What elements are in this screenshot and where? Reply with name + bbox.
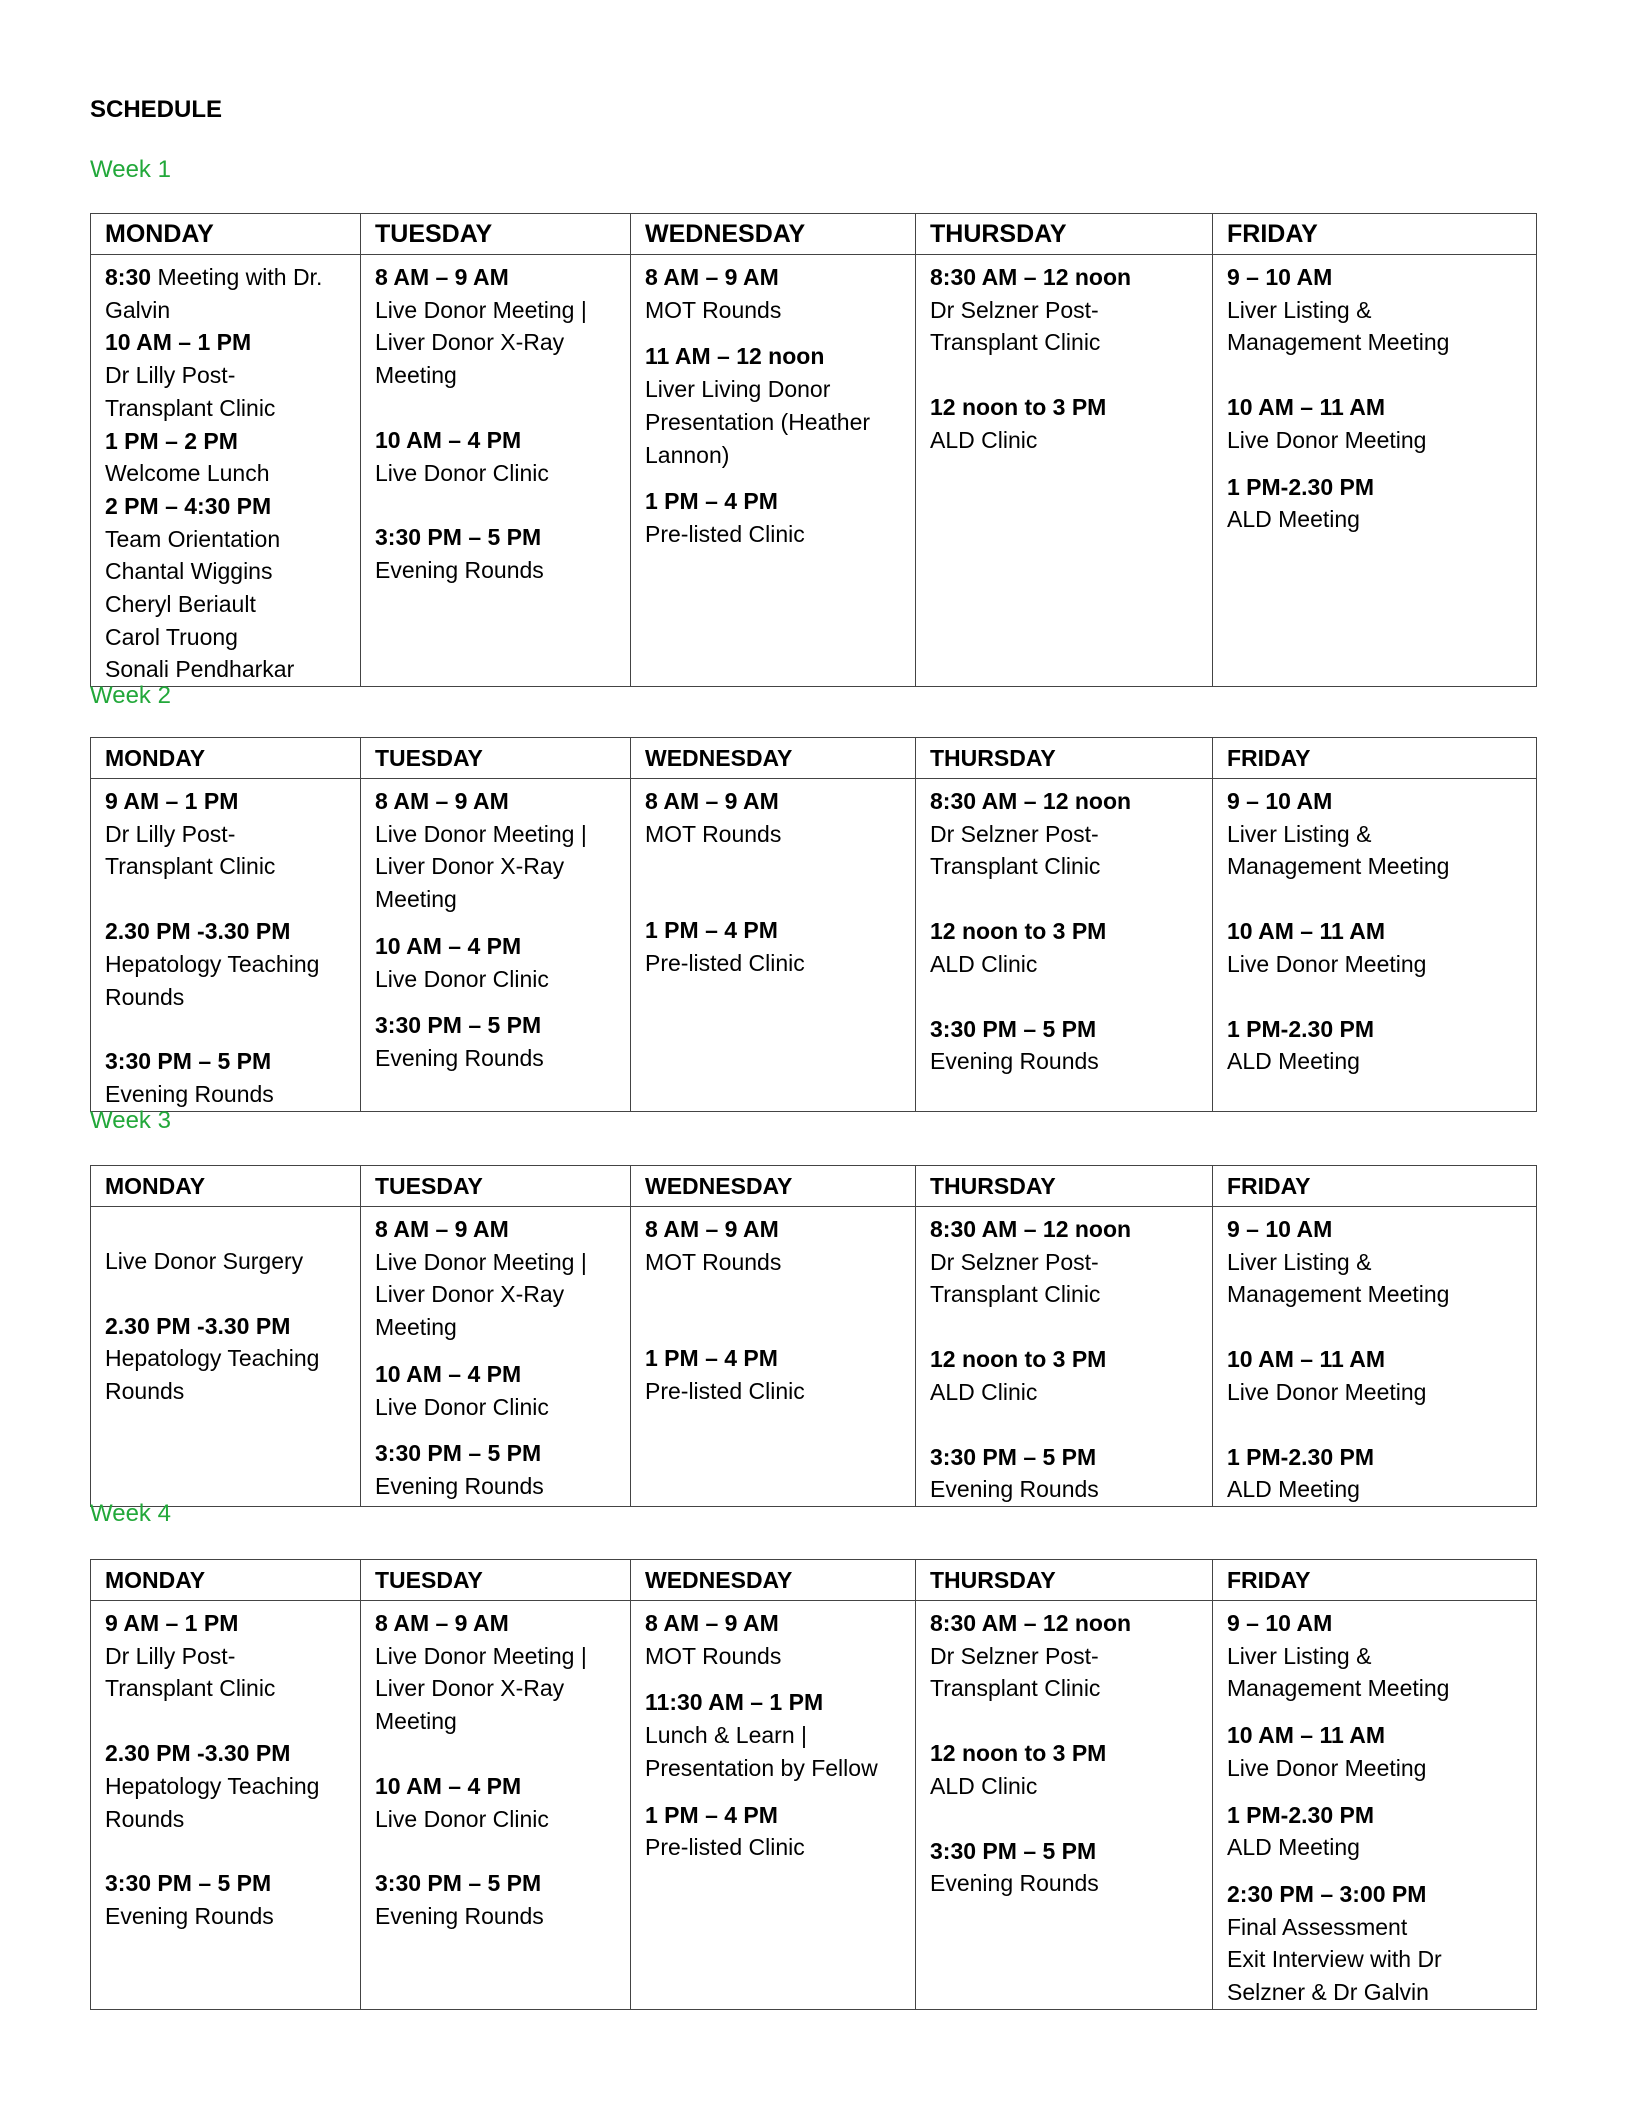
- week-4-schedule-table: [90, 1559, 1537, 2010]
- schedule-row: [91, 1601, 1537, 2010]
- entry-time: 2.30 PM -3.30 PM: [105, 918, 291, 945]
- cell-wednesday: [631, 779, 916, 1112]
- cell-friday: [1213, 255, 1537, 687]
- entry-description: Transplant Clinic: [930, 853, 1101, 880]
- entry-description: Selzner & Dr Galvin: [1227, 1979, 1429, 2006]
- cell-thursday: [916, 779, 1213, 1112]
- schedule-entry: [645, 914, 905, 979]
- entry-time: 3:30 PM – 5 PM: [375, 1440, 542, 1467]
- entry-time: 8:30: [105, 264, 152, 290]
- entry-time: 1 PM – 4 PM: [645, 1801, 778, 1828]
- schedule-entry: [1227, 1441, 1526, 1506]
- entry-description: Live Donor Meeting |: [375, 1248, 587, 1275]
- entry-time: 11 AM – 12 noon: [645, 343, 825, 370]
- entry-description: Transplant Clinic: [930, 1281, 1101, 1308]
- cell-friday: [1213, 779, 1537, 1112]
- day-header-row: [91, 738, 1537, 779]
- entry-description: Lannon): [645, 441, 730, 468]
- entry-description: Live Donor Meeting: [1227, 426, 1427, 453]
- schedule-entry: [1227, 471, 1526, 536]
- entry-description: Live Donor Meeting: [1227, 1754, 1427, 1781]
- entry-time: 10 AM – 11 AM: [1227, 394, 1386, 421]
- cell-wednesday: [631, 1207, 916, 1507]
- entry-description: Lunch & Learn |: [645, 1722, 807, 1749]
- cell-tuesday: [361, 1601, 631, 2010]
- day-header-row: [91, 214, 1537, 255]
- entry-description: Management Meeting: [1227, 853, 1450, 880]
- week-label: Week 4: [90, 1500, 171, 1527]
- entry-time: 10 AM – 4 PM: [375, 426, 522, 453]
- cell-friday: [1213, 1601, 1537, 2010]
- entry-description: Hepatology Teaching: [105, 1772, 320, 1799]
- entry-description: Hepatology Teaching: [105, 950, 320, 977]
- entry-description: Rounds: [105, 983, 185, 1010]
- entry-description: ALD Clinic: [930, 1378, 1038, 1405]
- entry-description: Evening Rounds: [930, 1048, 1099, 1075]
- entry-description: MOT Rounds: [645, 296, 782, 323]
- entry-description: Liver Donor X-Ray: [375, 1281, 565, 1308]
- entry-description: Team Orientation: [105, 525, 281, 552]
- entry-time: 10 AM – 11 AM: [1227, 918, 1386, 945]
- entry-time: 1 PM-2.30 PM: [1227, 473, 1374, 500]
- day-header-monday: MONDAY: [91, 214, 361, 255]
- cell-wednesday: [631, 255, 916, 687]
- schedule-entry: [1227, 1878, 1526, 2009]
- schedule-entry: [930, 785, 1202, 883]
- entry-description: Live Donor Clinic: [375, 965, 549, 992]
- entry-time: 9 AM – 1 PM: [105, 788, 239, 814]
- schedule-entry: [1227, 261, 1526, 359]
- schedule-entry: [645, 261, 905, 326]
- schedule-entry: [375, 1009, 620, 1074]
- cell-friday: [1213, 1207, 1537, 1507]
- entry-description: Liver Donor X-Ray: [375, 1675, 565, 1702]
- schedule-entry: [375, 785, 620, 916]
- schedule-entry: [930, 915, 1202, 980]
- day-header-tuesday: TUESDAY: [361, 1560, 631, 1601]
- entry-description: Cheryl Beriault: [105, 591, 256, 618]
- schedule-entry: [375, 521, 620, 586]
- cell-thursday: [916, 1207, 1213, 1507]
- schedule-entry: [105, 1245, 350, 1278]
- day-header-row: [91, 1166, 1537, 1207]
- day-header-wednesday: WEDNESDAY: [631, 1166, 916, 1207]
- entry-time: 3:30 PM – 5 PM: [375, 1012, 542, 1039]
- entry-time: 1 PM-2.30 PM: [1227, 1801, 1374, 1828]
- schedule-entry: [375, 1358, 620, 1423]
- entry-time: 1 PM-2.30 PM: [1227, 1015, 1374, 1042]
- entry-description: Live Donor Meeting |: [375, 1642, 587, 1669]
- week-label: Week 2: [90, 682, 171, 709]
- entry-description: Live Donor Clinic: [375, 1393, 549, 1420]
- entry-description: Hepatology Teaching: [105, 1345, 320, 1372]
- entry-description: Evening Rounds: [375, 1044, 544, 1071]
- entry-description: Live Donor Meeting: [1227, 1378, 1427, 1405]
- cell-monday: [91, 1207, 361, 1507]
- cell-tuesday: [361, 779, 631, 1112]
- entry-description: Evening Rounds: [930, 1476, 1099, 1503]
- entry-time: 8 AM – 9 AM: [645, 1610, 779, 1636]
- entry-time: 8 AM – 9 AM: [375, 788, 509, 814]
- entry-description: Evening Rounds: [375, 1902, 544, 1929]
- schedule-entry: [930, 1835, 1202, 1900]
- entry-description: Live Donor Clinic: [375, 459, 549, 486]
- entry-description: Live Donor Meeting |: [375, 296, 587, 323]
- cell-monday: [91, 255, 361, 687]
- entry-time: 1 PM – 4 PM: [645, 488, 778, 515]
- schedule-entry: [375, 1607, 620, 1738]
- entry-description: Live Donor Meeting |: [375, 820, 587, 847]
- day-header-friday: FRIDAY: [1213, 1560, 1537, 1601]
- entry-description: Transplant Clinic: [105, 853, 276, 880]
- entry-description: Transplant Clinic: [930, 1675, 1101, 1702]
- schedule-entry: [645, 485, 905, 550]
- page-title: SCHEDULE: [90, 96, 223, 123]
- schedule-entry: [105, 1607, 350, 1705]
- cell-thursday: [916, 255, 1213, 687]
- entry-description: Evening Rounds: [375, 556, 544, 583]
- day-header-tuesday: TUESDAY: [361, 214, 631, 255]
- schedule-row: [91, 779, 1537, 1112]
- entry-description: ALD Clinic: [930, 426, 1038, 453]
- schedule-entry: [105, 490, 350, 686]
- schedule-entry: [645, 1686, 905, 1784]
- day-header-friday: FRIDAY: [1213, 738, 1537, 779]
- entry-time: 10 AM – 11 AM: [1227, 1722, 1386, 1749]
- entry-time: 10 AM – 11 AM: [1227, 1346, 1386, 1373]
- schedule-entry: [930, 1607, 1202, 1705]
- entry-description: Liver Listing &: [1227, 1642, 1372, 1669]
- entry-description: Meeting: [375, 1708, 457, 1735]
- entry-time: 8 AM – 9 AM: [375, 1610, 509, 1636]
- schedule-entry: [105, 326, 350, 424]
- cell-monday: [91, 779, 361, 1112]
- entry-time: 8:30 AM – 12 noon: [930, 788, 1132, 814]
- entry-time: 9 – 10 AM: [1227, 1610, 1333, 1636]
- schedule-entry: [1227, 915, 1526, 980]
- entry-time: 2.30 PM -3.30 PM: [105, 1312, 291, 1339]
- day-header-thursday: THURSDAY: [916, 738, 1213, 779]
- entry-description: Live Donor Clinic: [375, 1805, 549, 1832]
- day-header-monday: MONDAY: [91, 738, 361, 779]
- entry-time: 3:30 PM – 5 PM: [930, 1837, 1097, 1864]
- entry-description: Dr Selzner Post-: [930, 1642, 1099, 1669]
- entry-time: 3:30 PM – 5 PM: [930, 1015, 1097, 1042]
- entry-description: Liver Living Donor: [645, 376, 831, 403]
- schedule-entry: [105, 1045, 350, 1110]
- week-label: Week 3: [90, 1107, 171, 1134]
- entry-description: Welcome Lunch: [105, 460, 270, 487]
- entry-description: Live Donor Meeting: [1227, 950, 1427, 977]
- entry-description: ALD Meeting: [1227, 506, 1360, 533]
- entry-time: 12 noon to 3 PM: [930, 394, 1107, 421]
- entry-time: 2 PM – 4:30 PM: [105, 492, 272, 519]
- entry-time: 12 noon to 3 PM: [930, 1346, 1107, 1373]
- entry-description: Evening Rounds: [930, 1870, 1099, 1897]
- entry-time: 3:30 PM – 5 PM: [930, 1443, 1097, 1470]
- entry-description: Evening Rounds: [375, 1472, 544, 1499]
- schedule-entry: [105, 1737, 350, 1835]
- entry-time: 3:30 PM – 5 PM: [105, 1870, 272, 1897]
- entry-time: 10 AM – 4 PM: [375, 932, 522, 959]
- entry-description: Chantal Wiggins: [105, 558, 273, 585]
- schedule-entry: [930, 1343, 1202, 1408]
- entry-description: Dr Lilly Post-: [105, 362, 236, 389]
- entry-time: 8:30 AM – 12 noon: [930, 1610, 1132, 1636]
- cell-thursday: [916, 1601, 1213, 2010]
- entry-time: 8 AM – 9 AM: [375, 1216, 509, 1242]
- day-header-thursday: THURSDAY: [916, 1560, 1213, 1601]
- entry-time: 12 noon to 3 PM: [930, 1740, 1107, 1767]
- entry-description: MOT Rounds: [645, 820, 782, 847]
- entry-description: Exit Interview with Dr: [1227, 1946, 1442, 1973]
- entry-description: ALD Meeting: [1227, 1834, 1360, 1861]
- entry-description: Liver Listing &: [1227, 296, 1372, 323]
- schedule-entry: [105, 1310, 350, 1408]
- entry-time: 8:30 AM – 12 noon: [930, 264, 1132, 290]
- day-header-tuesday: TUESDAY: [361, 738, 631, 779]
- entry-time: 9 – 10 AM: [1227, 1216, 1333, 1242]
- schedule-entry: [375, 424, 620, 489]
- schedule-entry: [645, 340, 905, 471]
- entry-time: 1 PM-2.30 PM: [1227, 1443, 1374, 1470]
- day-header-wednesday: WEDNESDAY: [631, 1560, 916, 1601]
- entry-time: 1 PM – 2 PM: [105, 427, 238, 454]
- schedule-entry: [645, 1213, 905, 1278]
- entry-description: Rounds: [105, 1805, 185, 1832]
- week-label: Week 1: [90, 156, 171, 183]
- entry-description: ALD Meeting: [1227, 1048, 1360, 1075]
- schedule-entry: [375, 1867, 620, 1932]
- schedule-entry: [1227, 1799, 1526, 1864]
- entry-description: Evening Rounds: [105, 1902, 274, 1929]
- entry-description: Transplant Clinic: [105, 394, 276, 421]
- day-header-thursday: THURSDAY: [916, 1166, 1213, 1207]
- entry-time: 8 AM – 9 AM: [645, 264, 779, 290]
- entry-time: 1 PM – 4 PM: [645, 917, 778, 944]
- entry-description: Pre-listed Clinic: [645, 1834, 805, 1861]
- entry-description: Dr Lilly Post-: [105, 1642, 236, 1669]
- entry-description: Presentation by Fellow: [645, 1754, 878, 1781]
- schedule-entry: [375, 930, 620, 995]
- entry-time: 2.30 PM -3.30 PM: [105, 1740, 291, 1767]
- entry-description: Live Donor Surgery: [105, 1248, 304, 1274]
- schedule-entry: [1227, 1343, 1526, 1408]
- entry-description: Meeting: [375, 362, 457, 389]
- entry-time: 3:30 PM – 5 PM: [375, 1870, 542, 1897]
- schedule-entry: [1227, 391, 1526, 456]
- entry-description: MOT Rounds: [645, 1248, 782, 1275]
- schedule-entry: [930, 261, 1202, 359]
- entry-description: Meeting with Dr. Galvin: [105, 264, 323, 323]
- schedule-entry: [645, 1607, 905, 1672]
- entry-description: Rounds: [105, 1378, 185, 1405]
- schedule-entry: [375, 1437, 620, 1502]
- schedule-entry: [1227, 1013, 1526, 1078]
- day-header-wednesday: WEDNESDAY: [631, 738, 916, 779]
- cell-wednesday: [631, 1601, 916, 2010]
- cell-tuesday: [361, 255, 631, 687]
- schedule-entry: [105, 1867, 350, 1932]
- schedule-entry: [645, 785, 905, 850]
- schedule-row: [91, 255, 1537, 687]
- week-1-schedule-table: [90, 213, 1537, 687]
- entry-description: Liver Listing &: [1227, 820, 1372, 847]
- entry-description: Liver Donor X-Ray: [375, 853, 565, 880]
- schedule-entry: [105, 261, 350, 326]
- entry-description: Management Meeting: [1227, 1281, 1450, 1308]
- entry-time: 10 AM – 1 PM: [105, 329, 252, 356]
- schedule-entry: [930, 1213, 1202, 1311]
- entry-description: ALD Clinic: [930, 950, 1038, 977]
- schedule-entry: [105, 915, 350, 1013]
- schedule-entry: [930, 1441, 1202, 1506]
- day-header-friday: FRIDAY: [1213, 214, 1537, 255]
- schedule-entry: [1227, 1213, 1526, 1311]
- schedule-entry: [930, 1737, 1202, 1802]
- entry-description: Dr Selzner Post-: [930, 296, 1099, 323]
- entry-description: ALD Clinic: [930, 1772, 1038, 1799]
- entry-time: 8 AM – 9 AM: [645, 1216, 779, 1242]
- day-header-row: [91, 1560, 1537, 1601]
- entry-description: Dr Selzner Post-: [930, 820, 1099, 847]
- entry-description: Management Meeting: [1227, 1675, 1450, 1702]
- week-3-schedule-table: [90, 1165, 1537, 1507]
- entry-time: 8 AM – 9 AM: [645, 788, 779, 814]
- day-header-friday: FRIDAY: [1213, 1166, 1537, 1207]
- entry-description: Liver Listing &: [1227, 1248, 1372, 1275]
- entry-description: Pre-listed Clinic: [645, 1378, 805, 1405]
- entry-time: 3:30 PM – 5 PM: [375, 524, 542, 551]
- entry-description: Dr Lilly Post-: [105, 820, 236, 847]
- day-header-monday: MONDAY: [91, 1560, 361, 1601]
- entry-time: 12 noon to 3 PM: [930, 918, 1107, 945]
- schedule-entry: [645, 1799, 905, 1864]
- cell-tuesday: [361, 1207, 631, 1507]
- entry-description: Presentation (Heather: [645, 408, 871, 435]
- entry-time: 2:30 PM – 3:00 PM: [1227, 1880, 1427, 1907]
- entry-description: Pre-listed Clinic: [645, 520, 805, 547]
- schedule-entry: [105, 785, 350, 883]
- entry-time: 11:30 AM – 1 PM: [645, 1689, 824, 1716]
- entry-time: 9 – 10 AM: [1227, 788, 1333, 814]
- entry-time: 10 AM – 4 PM: [375, 1772, 522, 1799]
- schedule-entry: [930, 1013, 1202, 1078]
- schedule-entry: [1227, 1607, 1526, 1705]
- schedule-entry: [105, 425, 350, 490]
- schedule-entry: [375, 1770, 620, 1835]
- entry-description: Dr Selzner Post-: [930, 1248, 1099, 1275]
- day-header-tuesday: TUESDAY: [361, 1166, 631, 1207]
- entry-time: 8 AM – 9 AM: [375, 264, 509, 290]
- entry-description: Management Meeting: [1227, 329, 1450, 356]
- schedule-entry: [1227, 785, 1526, 883]
- schedule-entry: [375, 261, 620, 392]
- schedule-entry: [645, 1342, 905, 1407]
- day-header-monday: MONDAY: [91, 1166, 361, 1207]
- entry-description: Transplant Clinic: [105, 1675, 276, 1702]
- entry-description: Transplant Clinic: [930, 329, 1101, 356]
- entry-description: Meeting: [375, 1314, 457, 1341]
- entry-time: 10 AM – 4 PM: [375, 1360, 522, 1387]
- entry-time: 9 AM – 1 PM: [105, 1610, 239, 1636]
- schedule-entry: [375, 1213, 620, 1344]
- entry-time: 9 – 10 AM: [1227, 264, 1333, 290]
- entry-description: Liver Donor X-Ray: [375, 329, 565, 356]
- entry-time: 3:30 PM – 5 PM: [105, 1048, 272, 1075]
- schedule-entry: [930, 391, 1202, 456]
- entry-description: Sonali Pendharkar: [105, 656, 295, 683]
- schedule-entry: [1227, 1719, 1526, 1784]
- entry-description: MOT Rounds: [645, 1642, 782, 1669]
- entry-description: Pre-listed Clinic: [645, 950, 805, 977]
- entry-description: Final Assessment: [1227, 1913, 1408, 1940]
- entry-description: Carol Truong: [105, 623, 238, 650]
- entry-time: 1 PM – 4 PM: [645, 1345, 778, 1372]
- entry-time: 8:30 AM – 12 noon: [930, 1216, 1132, 1242]
- day-header-wednesday: WEDNESDAY: [631, 214, 916, 255]
- schedule-row: [91, 1207, 1537, 1507]
- entry-description: ALD Meeting: [1227, 1476, 1360, 1503]
- cell-monday: [91, 1601, 361, 2010]
- entry-description: Meeting: [375, 886, 457, 913]
- entry-description: Evening Rounds: [105, 1080, 274, 1107]
- week-2-schedule-table: [90, 737, 1537, 1112]
- day-header-thursday: THURSDAY: [916, 214, 1213, 255]
